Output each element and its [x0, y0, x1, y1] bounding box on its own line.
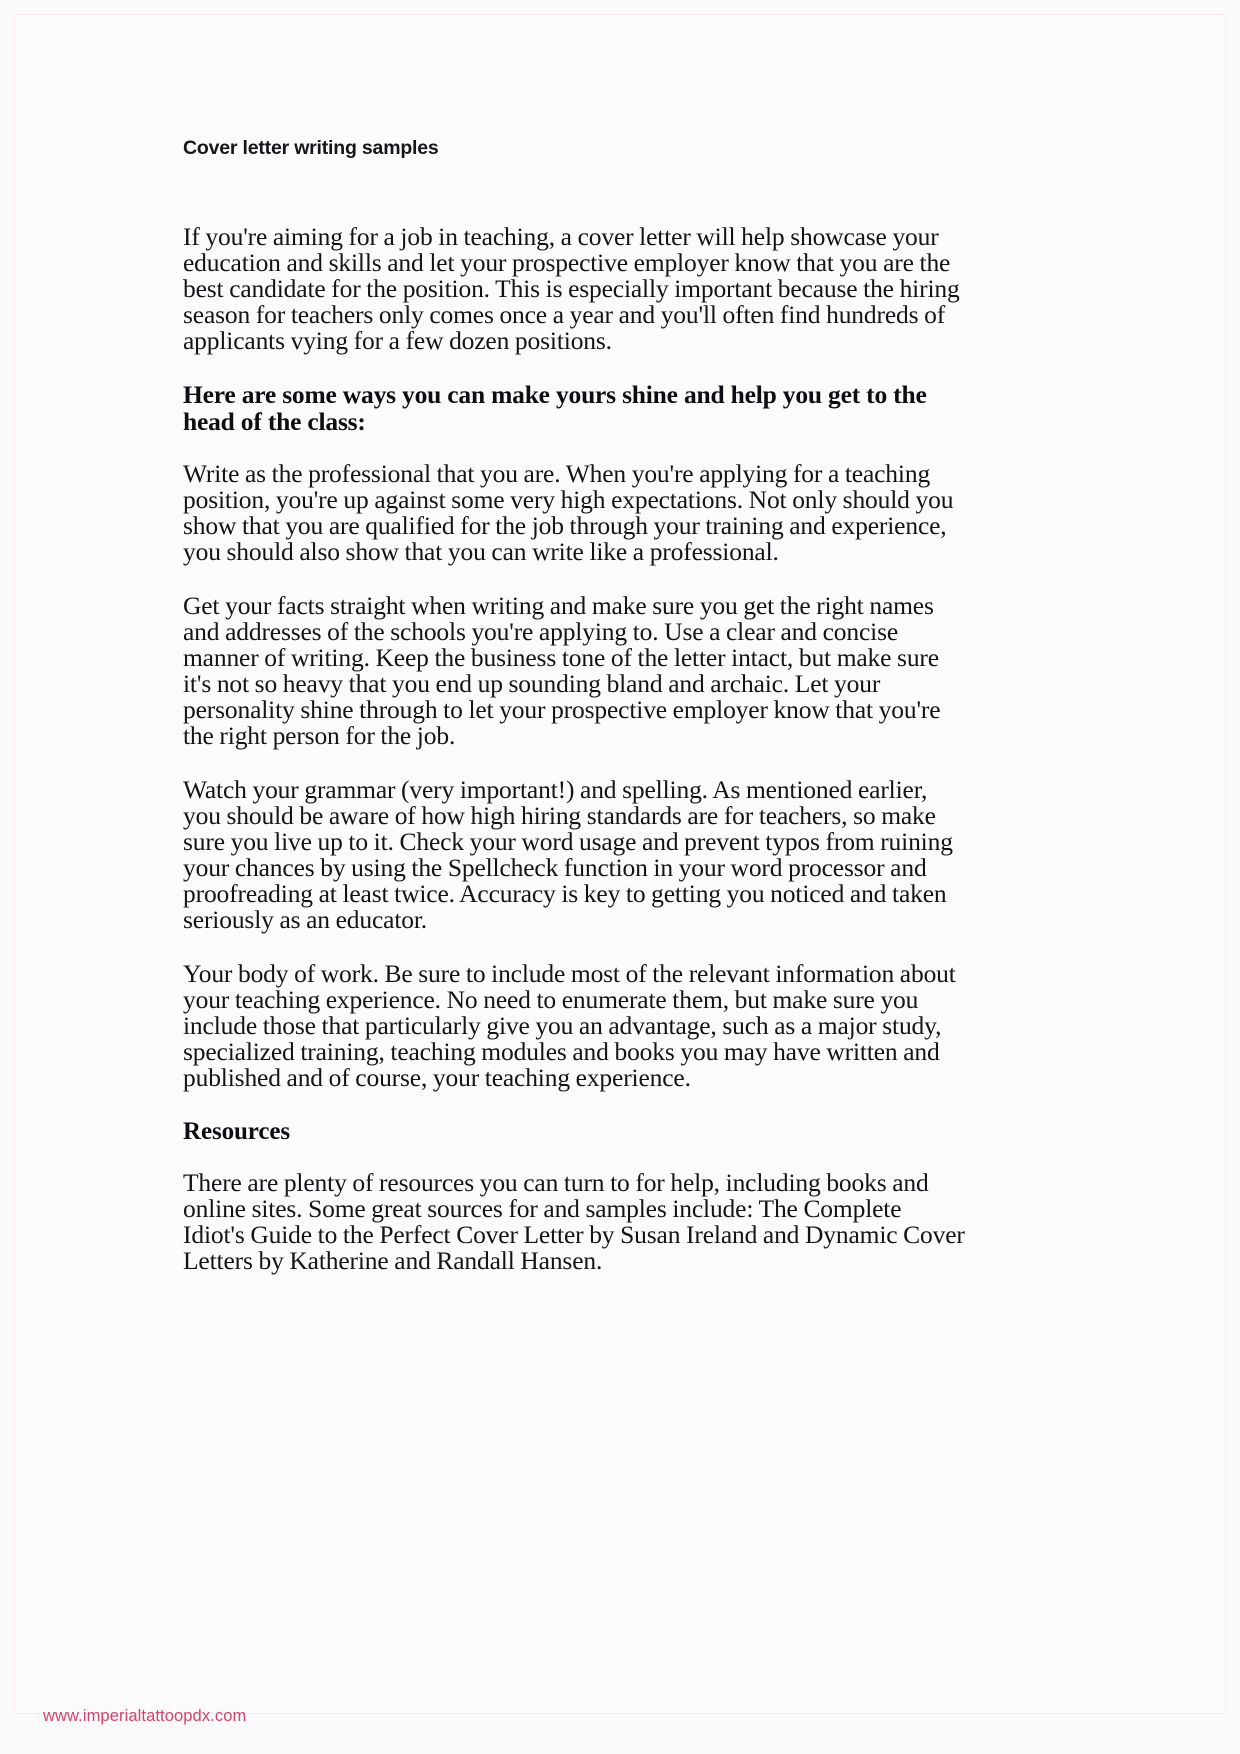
- intro-paragraph: If you're aiming for a job in teaching, a cover letter will help showcase your education and skills and let your prospective employer know that you are the best candidate for the position. This is especially important because the hiring season for teachers only comes once a year and you'll often find hundreds of applicants vying for a few dozen positions.: [183, 222, 960, 356]
- body-paragraph-1: Write as the professional that you are. When you're applying for a teaching position, you're up against some very high expectations. Not only should you show that you are qualified for the job through your training and experience, you should also show that you can write like a professional.: [183, 459, 954, 567]
- page-title: Cover letter writing samples: [183, 137, 439, 159]
- footer-watermark-url: www.imperialtattoopdx.com: [43, 1707, 247, 1725]
- body-paragraph-3: Watch your grammar (very important!) and spelling. As mentioned earlier, you should be aware of how high hiring standards are for teachers, so make sure you live up to it. Check your word usage and prevent typos from ruining your chances by using the Spellcheck function in your word processor and proofreading at least twice. Accuracy is key to getting you noticed and taken seriously as an educator.: [183, 775, 953, 935]
- document-sheet: [14, 14, 1226, 1725]
- section-heading: Here are some ways you can make yours shine and help you get to the head of the class:: [183, 380, 927, 436]
- resources-paragraph: There are plenty of resources you can turn to for help, including books and online sites. Some great sources for and samples include: The Complete Idiot's Guide to the Perfect Cover Letter by Susan Ireland and Dynamic Cover Letters by Katherine and Randall Hansen.: [183, 1167, 965, 1275]
- body-paragraph-4: Your body of work. Be sure to include most of the relevant information about your teaching experience. No need to enumerate them, but make sure you include those that particularly give you an advantage, such as a major study, specialized training, teaching modules and books you may have written and published and of course, your teaching experience.: [183, 959, 956, 1093]
- resources-heading: Resources: [183, 1118, 290, 1146]
- document-content: [183, 137, 965, 1274]
- title-spacer: [183, 160, 965, 224]
- body-paragraph-2: Get your facts straight when writing and make sure you get the right names and addresses of the schools you're applying to. Use a clear and concise manner of writing. Keep the business tone of the letter intact, but make sure it's not so heavy that you end up sounding bland and archaic. Let your personality shine through to let your prospective employer know that you're the right person for the job.: [183, 591, 941, 751]
